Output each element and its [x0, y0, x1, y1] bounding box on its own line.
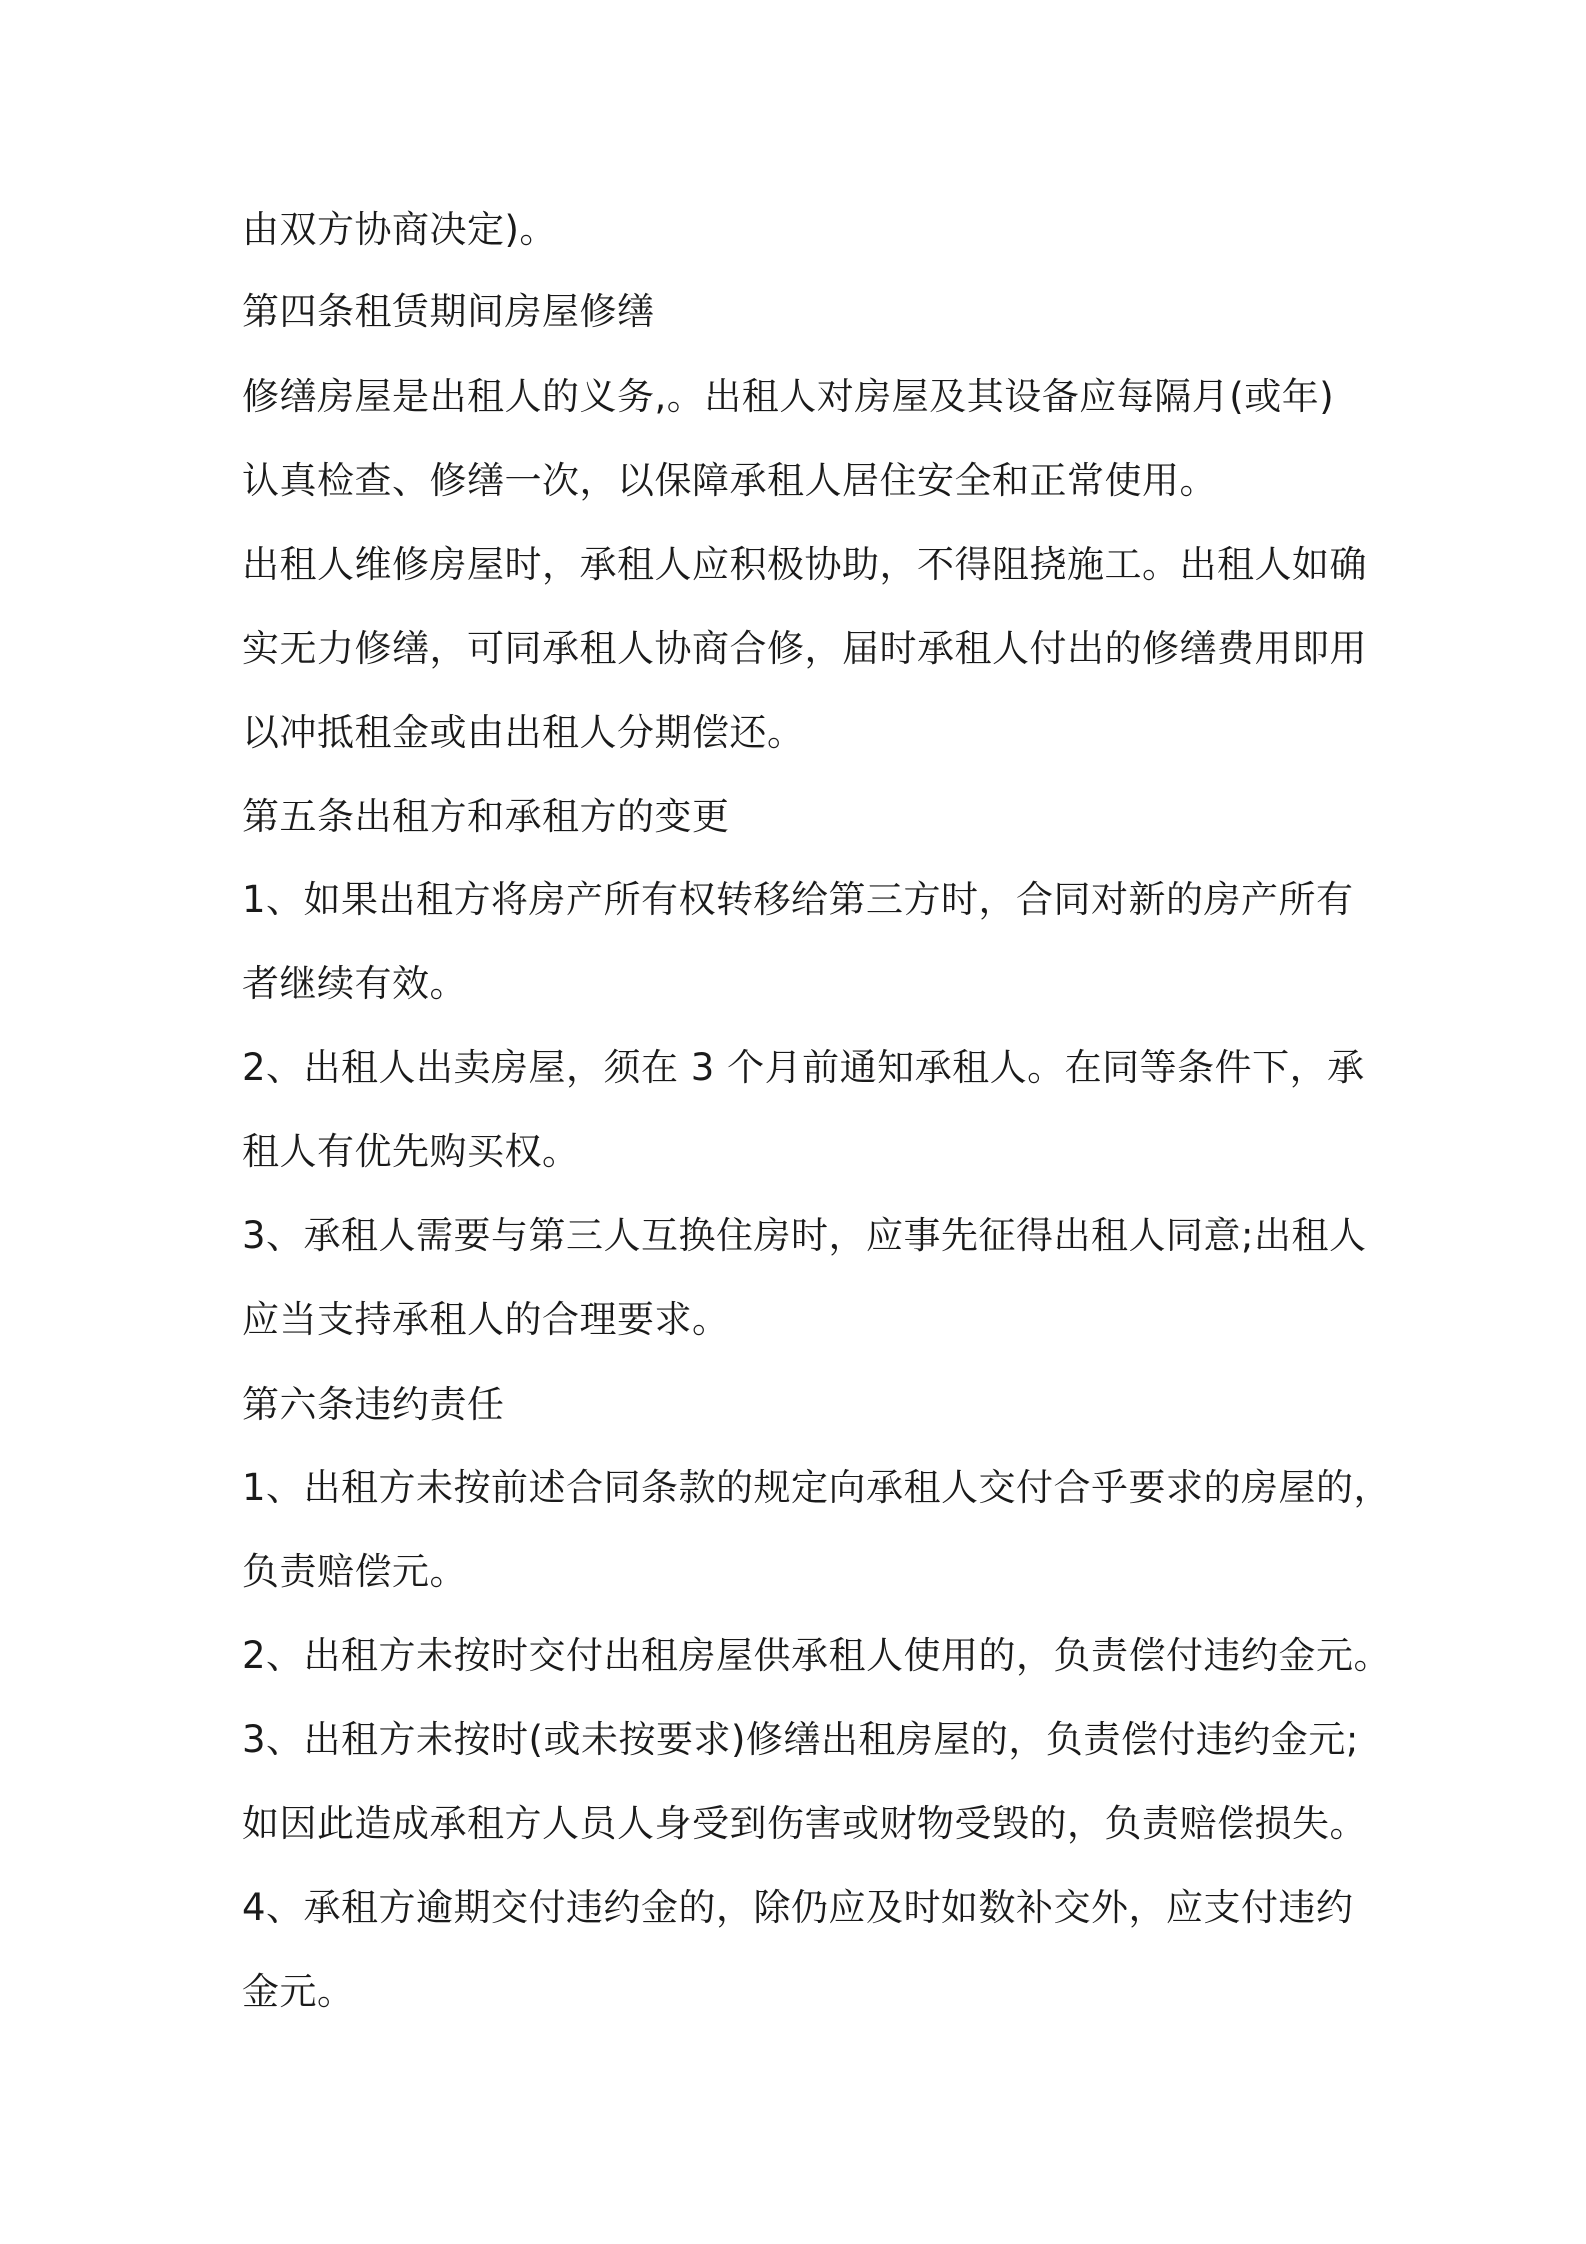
text-line: 3、出租方未按时(或未按要求)修缮出租房屋的，负责偿付违约金元; [242, 1718, 1359, 1761]
text-line: 由双方协商决定)。 [242, 208, 557, 251]
text-line: 负责赔偿元。 [242, 1550, 467, 1593]
section-heading: 第六条违约责任 [242, 1383, 505, 1426]
text-line: 以冲抵租金或由出租人分期偿还。 [242, 711, 805, 754]
text-line: 如因此造成承租方人员人身受到伤害或财物受毁的，负责赔偿损失。 [242, 1802, 1367, 1845]
section-heading: 第五条出租方和承租方的变更 [242, 795, 730, 838]
text-line: 应当支持承租人的合理要求。 [242, 1298, 730, 1341]
text-line: 出租人维修房屋时，承租人应积极协助，不得阻挠施工。出租人如确 [242, 543, 1367, 586]
text-line: 2、出租人出卖房屋，须在 3 个月前通知承租人。在同等条件下，承 [242, 1046, 1365, 1089]
section-heading: 第四条租赁期间房屋修缮 [242, 290, 655, 333]
text-line: 修缮房屋是出租人的义务,。出租人对房屋及其设备应每隔月(或年) [242, 375, 1335, 418]
text-line: 实无力修缮，可同承租人协商合修，届时承租人付出的修缮费用即用 [242, 627, 1367, 670]
text-line: 2、出租方未按时交付出租房屋供承租人使用的，负责偿付违约金元。 [242, 1634, 1392, 1677]
text-line: 认真检查、修缮一次，以保障承租人居住安全和正常使用。 [242, 459, 1217, 502]
text-line: 1、出租方未按前述合同条款的规定向承租人交付合乎要求的房屋的， [242, 1466, 1392, 1509]
text-line: 4、承租方逾期交付违约金的，除仍应及时如数补交外，应支付违约 [242, 1886, 1354, 1929]
text-line: 3、承租人需要与第三人互换住房时，应事先征得出租人同意;出租人 [242, 1214, 1367, 1257]
text-line: 者继续有效。 [242, 962, 467, 1005]
text-line: 金元。 [242, 1970, 355, 2013]
text-line: 1、如果出租方将房产所有权转移给第三方时，合同对新的房产所有 [242, 878, 1354, 921]
text-line: 租人有优先购买权。 [242, 1130, 580, 1173]
